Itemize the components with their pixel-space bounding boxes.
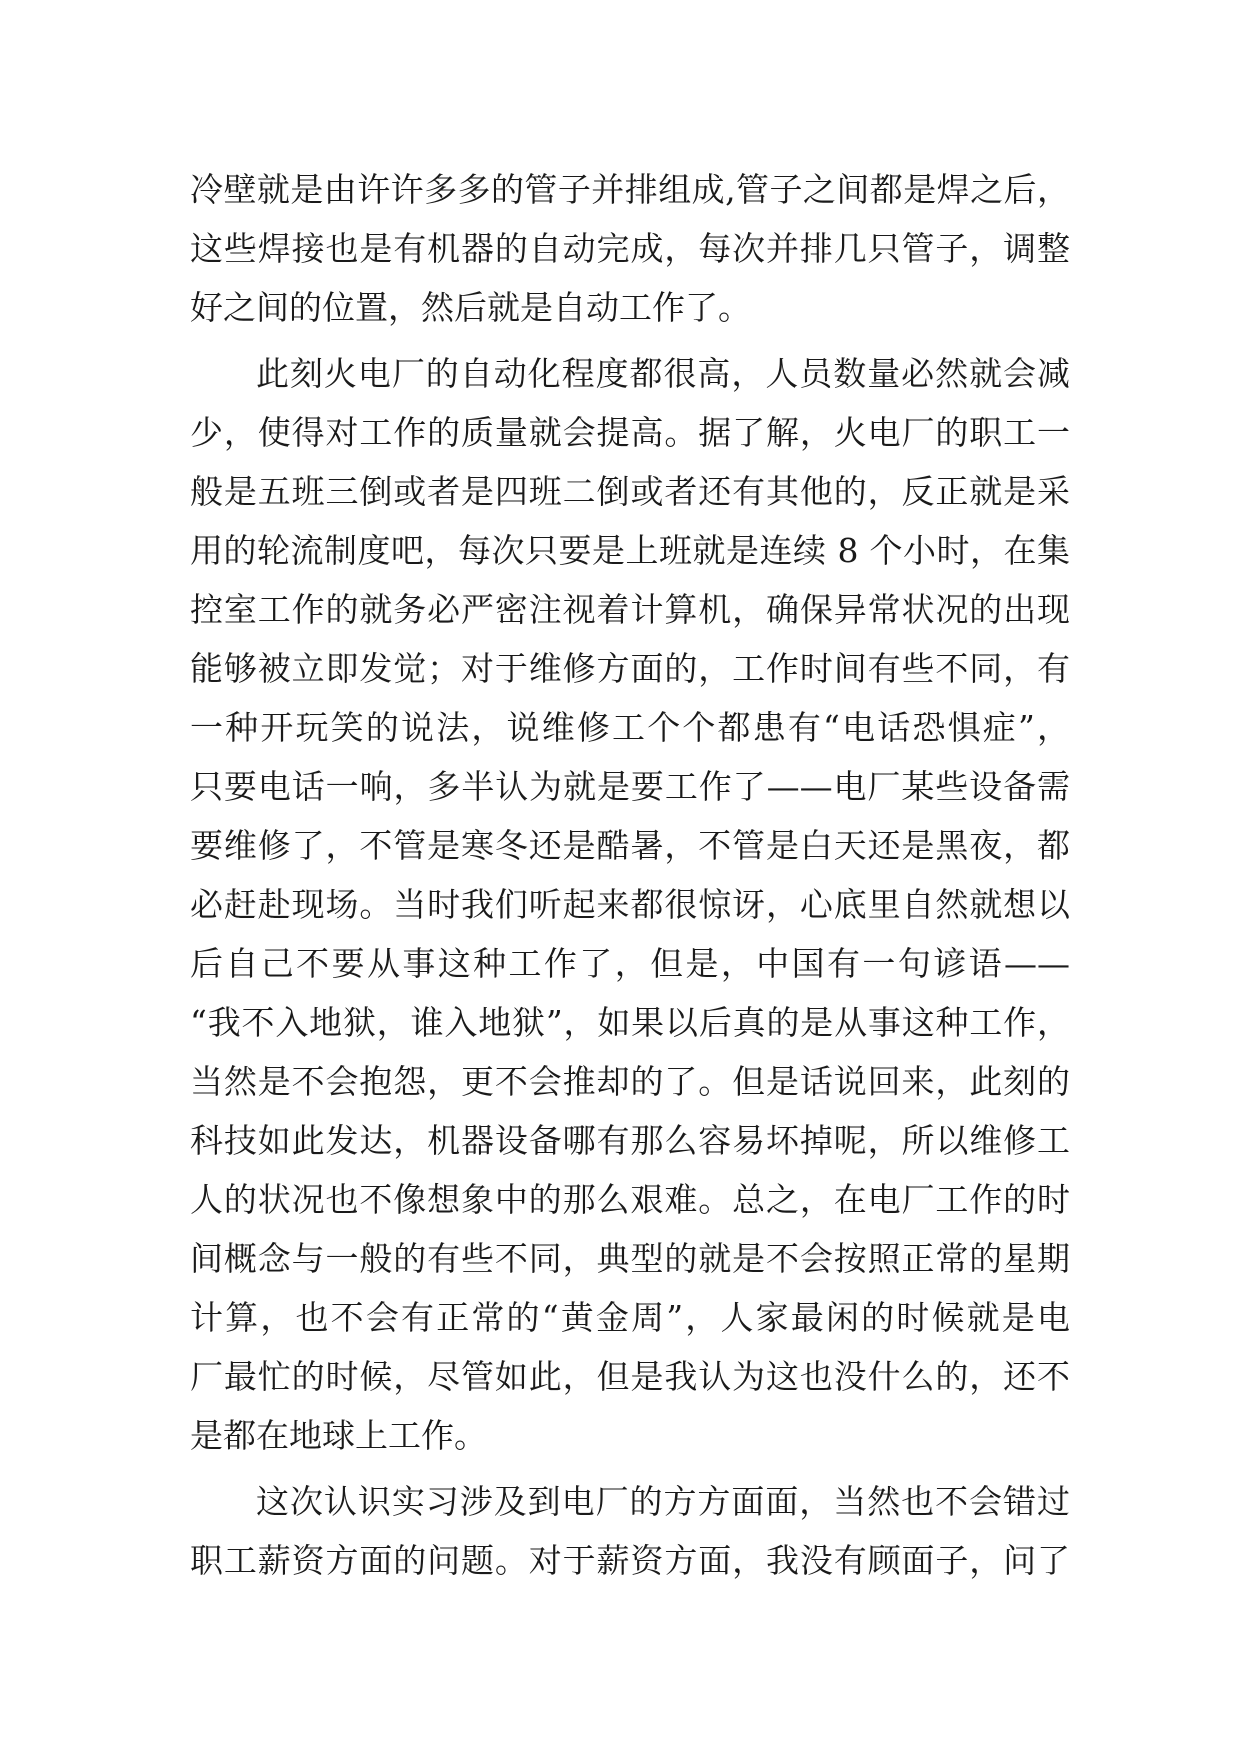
text-line: 少，使得对工作的质量就会提高。据了解，火电厂的职工一 — [190, 413, 1070, 452]
paragraph-gap — [190, 337, 1070, 344]
text-line: 这些焊接也是有机器的自动完成，每次并排几只管子，调整 — [190, 229, 1070, 268]
text-line: 这次认识实习涉及到电厂的方方面面，当然也不会错过 — [256, 1482, 1070, 1521]
text-line: “我不入地狱，谁入地狱”，如果以后真的是从事这种工作， — [190, 1003, 1070, 1042]
text-line: 当然是不会抱怨，更不会推却的了。但是话说回来，此刻的 — [190, 1062, 1070, 1101]
paragraph — [190, 160, 1070, 337]
text-line: 能够被立即发觉；对于维修方面的，工作时间有些不同，有 — [190, 649, 1070, 688]
text-line: 只要电话一响，多半认为就是要工作了——电厂某些设备需 — [190, 767, 1070, 806]
text-line: 冷壁就是由许许多多的管子并排组成,管子之间都是焊之后， — [190, 170, 1070, 209]
text-line: 一种开玩笑的说法，说维修工个个都患有“电话恐惧症”， — [190, 708, 1070, 747]
text-line: 此刻火电厂的自动化程度都很高，人员数量必然就会减 — [256, 354, 1070, 393]
text-line: 控室工作的就务必严密注视着计算机，确保异常状况的出现 — [190, 590, 1070, 629]
text-line: 计算，也不会有正常的“黄金周”，人家最闲的时候就是电 — [190, 1298, 1070, 1337]
document-body — [190, 160, 1070, 1590]
text-line: 好之间的位置，然后就是自动工作了。 — [190, 288, 751, 327]
text-line: 是都在地球上工作。 — [190, 1416, 487, 1455]
text-line: 般是五班三倒或者是四班二倒或者还有其他的，反正就是采 — [190, 472, 1070, 511]
text-line: 后自己不要从事这种工作了，但是，中国有一句谚语—— — [190, 944, 1070, 983]
paragraph-gap — [190, 1465, 1070, 1472]
text-line: 科技如此发达，机器设备哪有那么容易坏掉呢，所以维修工 — [190, 1121, 1070, 1160]
text-line: 厂最忙的时候，尽管如此，但是我认为这也没什么的，还不 — [190, 1357, 1070, 1396]
paragraph — [190, 344, 1070, 1465]
text-line: 用的轮流制度吧，每次只要是上班就是连续 8 个小时，在集 — [190, 531, 1070, 570]
paragraph — [190, 1472, 1070, 1590]
text-line: 必赶赴现场。当时我们听起来都很惊讶，心底里自然就想以 — [190, 885, 1070, 924]
text-line: 职工薪资方面的问题。对于薪资方面，我没有顾面子，问了 — [190, 1541, 1070, 1580]
text-line: 间概念与一般的有些不同，典型的就是不会按照正常的星期 — [190, 1239, 1070, 1278]
text-line: 人的状况也不像想象中的那么艰难。总之，在电厂工作的时 — [190, 1180, 1070, 1219]
text-line: 要维修了，不管是寒冬还是酷暑，不管是白天还是黑夜，都 — [190, 826, 1070, 865]
